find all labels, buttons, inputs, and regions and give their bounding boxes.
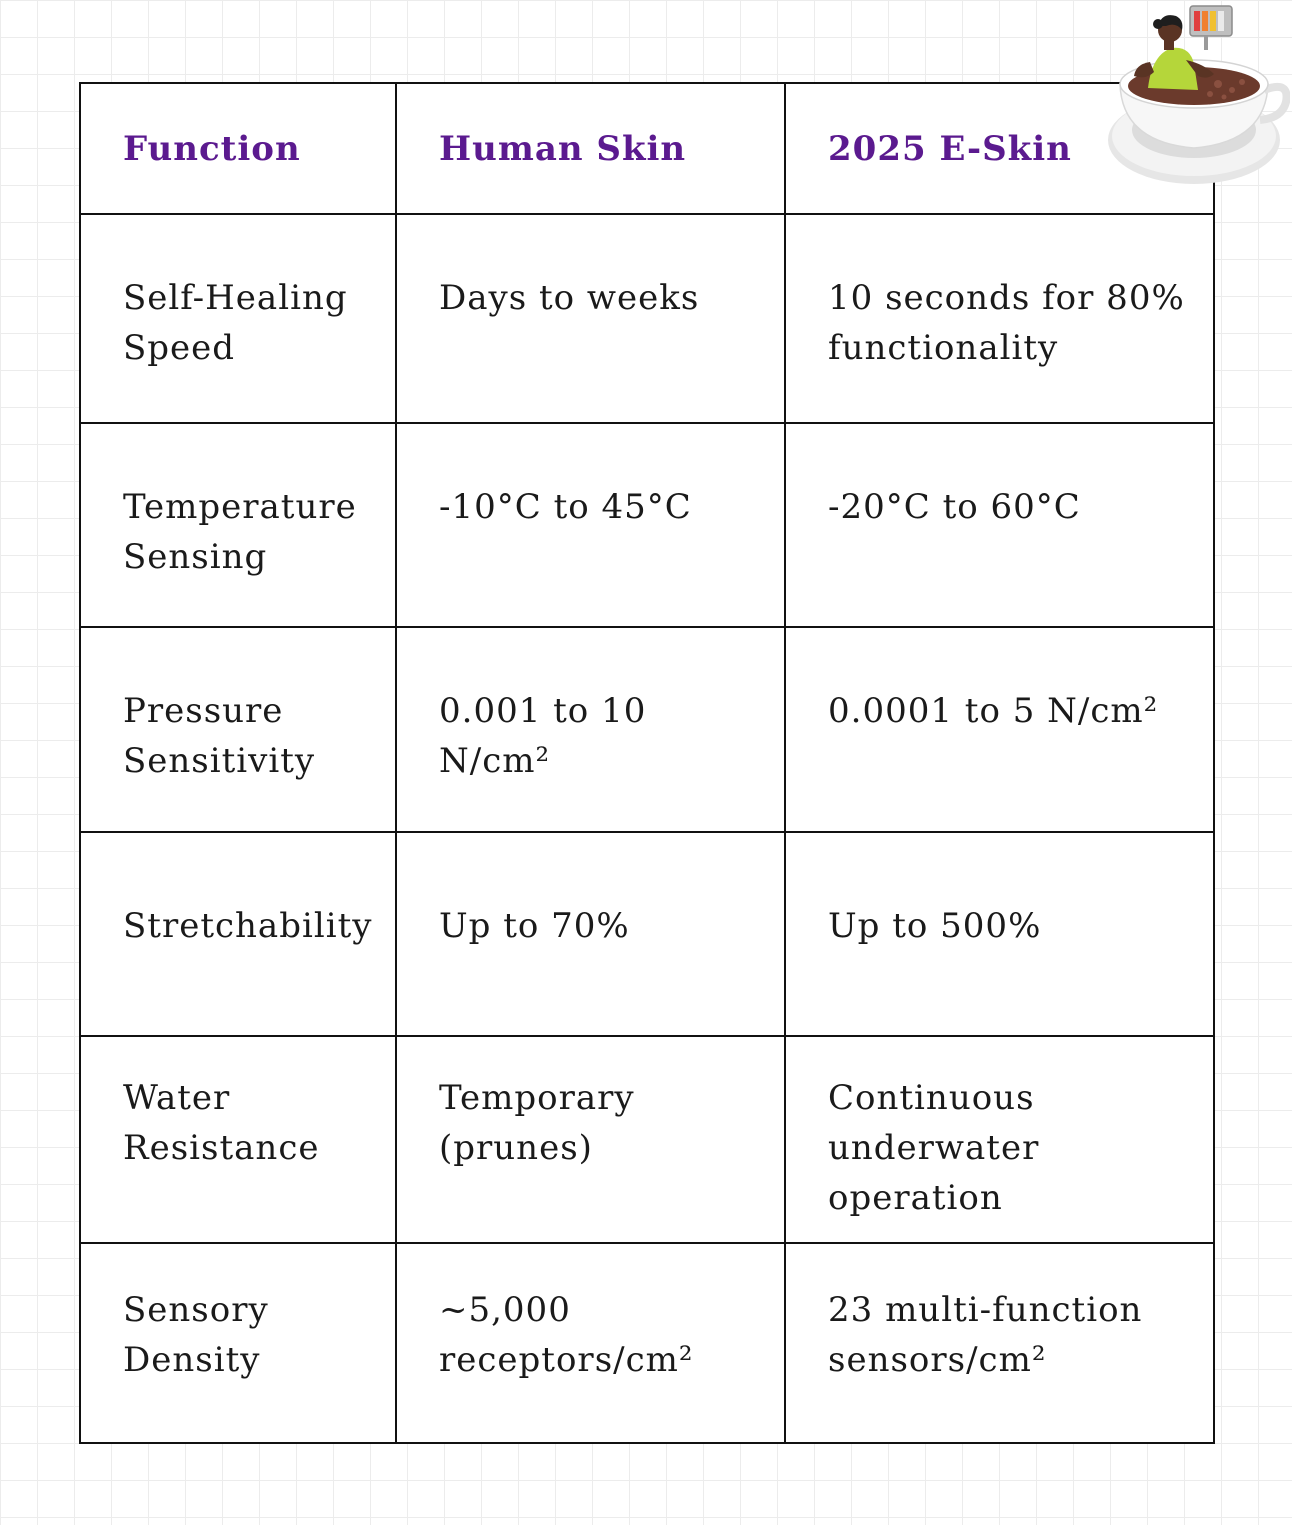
cell-human-skin: Days to weeks bbox=[396, 214, 785, 423]
header-human-skin: Human Skin bbox=[396, 83, 785, 214]
cell-human-skin: Temporary (prunes) bbox=[396, 1036, 785, 1243]
cell-e-skin: -20°C to 60°C bbox=[785, 423, 1214, 627]
cell-human-skin: -10°C to 45°C bbox=[396, 423, 785, 627]
cell-function: Stretchability bbox=[80, 832, 396, 1036]
cell-human-skin: Up to 70% bbox=[396, 832, 785, 1036]
table-row bbox=[80, 423, 1214, 627]
table-row bbox=[80, 1036, 1214, 1243]
cell-function: Water Resistance bbox=[80, 1036, 396, 1243]
table-header-row bbox=[80, 83, 1214, 214]
cell-e-skin: Up to 500% bbox=[785, 832, 1214, 1036]
header-function: Function bbox=[80, 83, 396, 214]
table-row bbox=[80, 214, 1214, 423]
comparison-table bbox=[79, 82, 1215, 1444]
cell-e-skin: Continuous underwater operation bbox=[785, 1036, 1214, 1243]
cell-e-skin: 0.0001 to 5 N/cm² bbox=[785, 627, 1214, 832]
table-row bbox=[80, 832, 1214, 1036]
person-in-coffee-cup-icon bbox=[1106, 2, 1290, 190]
cell-human-skin: 0.001 to 10 N/cm² bbox=[396, 627, 785, 832]
cell-human-skin: ~5,000 receptors/cm² bbox=[396, 1243, 785, 1443]
cell-function: Temperature Sensing bbox=[80, 423, 396, 627]
table-row bbox=[80, 1243, 1214, 1443]
cell-function: Sensory Density bbox=[80, 1243, 396, 1443]
cell-e-skin: 10 seconds for 80% functionality bbox=[785, 214, 1214, 423]
cell-e-skin: 23 multi-function sensors/cm² bbox=[785, 1243, 1214, 1443]
header-e-skin: 2025 E-Skin bbox=[785, 83, 1214, 214]
cell-function: Pressure Sensitivity bbox=[80, 627, 396, 832]
table-row bbox=[80, 627, 1214, 832]
comparison-table-container bbox=[79, 82, 1213, 1443]
cell-function: Self-Healing Speed bbox=[80, 214, 396, 423]
